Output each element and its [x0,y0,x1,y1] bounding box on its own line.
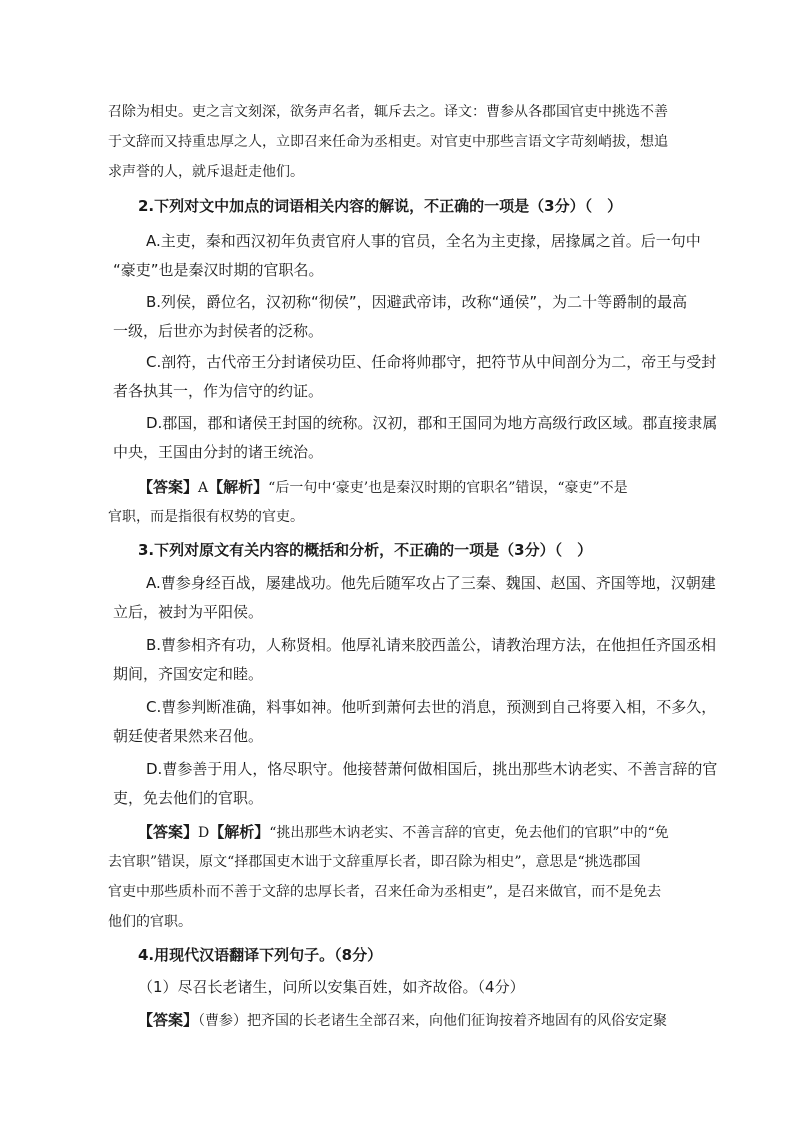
q3-option-b-line2: 期间，齐国安定和睦。 [113,665,264,683]
analysis-label: 【解析】 [208,478,269,496]
q2-option-b-line1: B.列侯，爵位名，汉初称“彻侯”，因避武帝讳，改称“通侯”，为二十等爵制的最高 [146,293,688,311]
analysis-label: 【解析】 [209,823,270,841]
q2-analysis-line: 官职，而是指很有权势的官吏。 [108,509,304,525]
q3-option-d-line1: D.曹参善于用人，恪尽职守。他接替萧何做相国后，挑出那些木讷老实、不善言辞的官 [146,760,718,778]
q2-option-c-line2: 者各执其一，作为信守的约证。 [113,382,324,400]
q3-option-a-line2: 立后，被封为平阳侯。 [113,603,264,621]
q3-answer-line [138,822,669,843]
answer-label: 【答案】 [138,478,199,496]
answer-value: A [198,480,209,496]
q4-answer-line [138,1010,667,1031]
q4-subquestion-1: （1）尽召长老诸生，问所以安集百姓，如齐故俗。（4分） [138,978,525,996]
intro-line: 求声誉的人，就斥退赶走他们。 [108,164,304,180]
q2-answer-line [138,477,628,498]
q2-option-d-line1: D.郡国，郡和诸侯王封国的统称。汉初，郡和王国同为地方高级行政区域。郡直接隶属 [146,414,718,432]
q2-option-d-line2: 中央，王国由分封的诸王统治。 [113,443,324,461]
q2-option-b-line2: 一级，后世亦为封侯者的泛称。 [113,322,324,340]
q3-option-d-line2: 吏，免去他们的官职。 [113,789,264,807]
answer-value: D [198,825,210,841]
q3-option-b-line1: B.曹参相齐有功，人称贤相。他厚礼请来胶西盖公，请教治理方法，在他担任齐国丞相 [146,636,717,654]
analysis-text: “后一句中‘豪吏’也是秦汉时期的官职名”错误，“豪吏”不是 [268,480,628,496]
question-4-title: 4.用现代汉语翻译下列句子。（8分） [138,946,383,964]
q2-option-a-line2: “豪吏”也是秦汉时期的官职名。 [113,261,324,279]
question-2-title: 2.下列对文中加点的词语相关内容的解说，不正确的一项是（3分）（ ） [138,197,623,215]
answer-label: 【答案】 [138,823,199,841]
q3-option-c-line2: 朝廷使者果然来召他。 [113,727,264,745]
q3-option-a-line1: A.曹参身经百战，屡建战功。他先后随军攻占了三秦、魏国、赵国、齐国等地，汉朝建 [146,574,716,592]
intro-line: 召除为相史。吏之言文刻深，欲务声名者，辄斥去之。译文：曹参从各郡国官吏中挑选不善 [108,104,668,120]
intro-line: 于文辞而又持重忠厚之人，立即召来任命为丞相吏。对官吏中那些言语文字苛刻峭拔，想追 [108,134,668,150]
question-3-title: 3.下列对原文有关内容的概括和分析，不正确的一项是（3分）（ ） [138,541,593,559]
q3-analysis-line: 去官职”错误，原文“择郡国吏木诎于文辞重厚长者，即召除为相史”，意思是“挑选郡国 [108,854,641,870]
analysis-text: “挑出那些木讷老实、不善言辞的官吏，免去他们的官职”中的“免 [269,825,669,841]
q2-option-a-line1: A.主吏，秦和西汉初年负责官府人事的官员，全名为主吏掾，居掾属之首。后一句中 [146,232,701,250]
q2-option-c-line1: C.剖符，古代帝王分封诸侯功臣、任命将帅郡守，把符节从中间剖分为二，帝王与受封 [146,353,717,371]
q3-option-c-line1: C.曹参判断准确，料事如神。他听到萧何去世的消息，预测到自己将要入相，不多久， [146,698,717,716]
answer-label: 【答案】 [138,1011,199,1029]
q3-analysis-line: 他们的官职。 [108,914,192,930]
q3-analysis-line: 官吏中那些质朴而不善于文辞的忠厚长者，召来任命为丞相吏”，是召来做官，而不是免去 [108,884,662,900]
answer-text: （曹参）把齐国的长老诸生全部召来，向他们征询按着齐地固有的风俗安定聚 [198,1013,668,1029]
